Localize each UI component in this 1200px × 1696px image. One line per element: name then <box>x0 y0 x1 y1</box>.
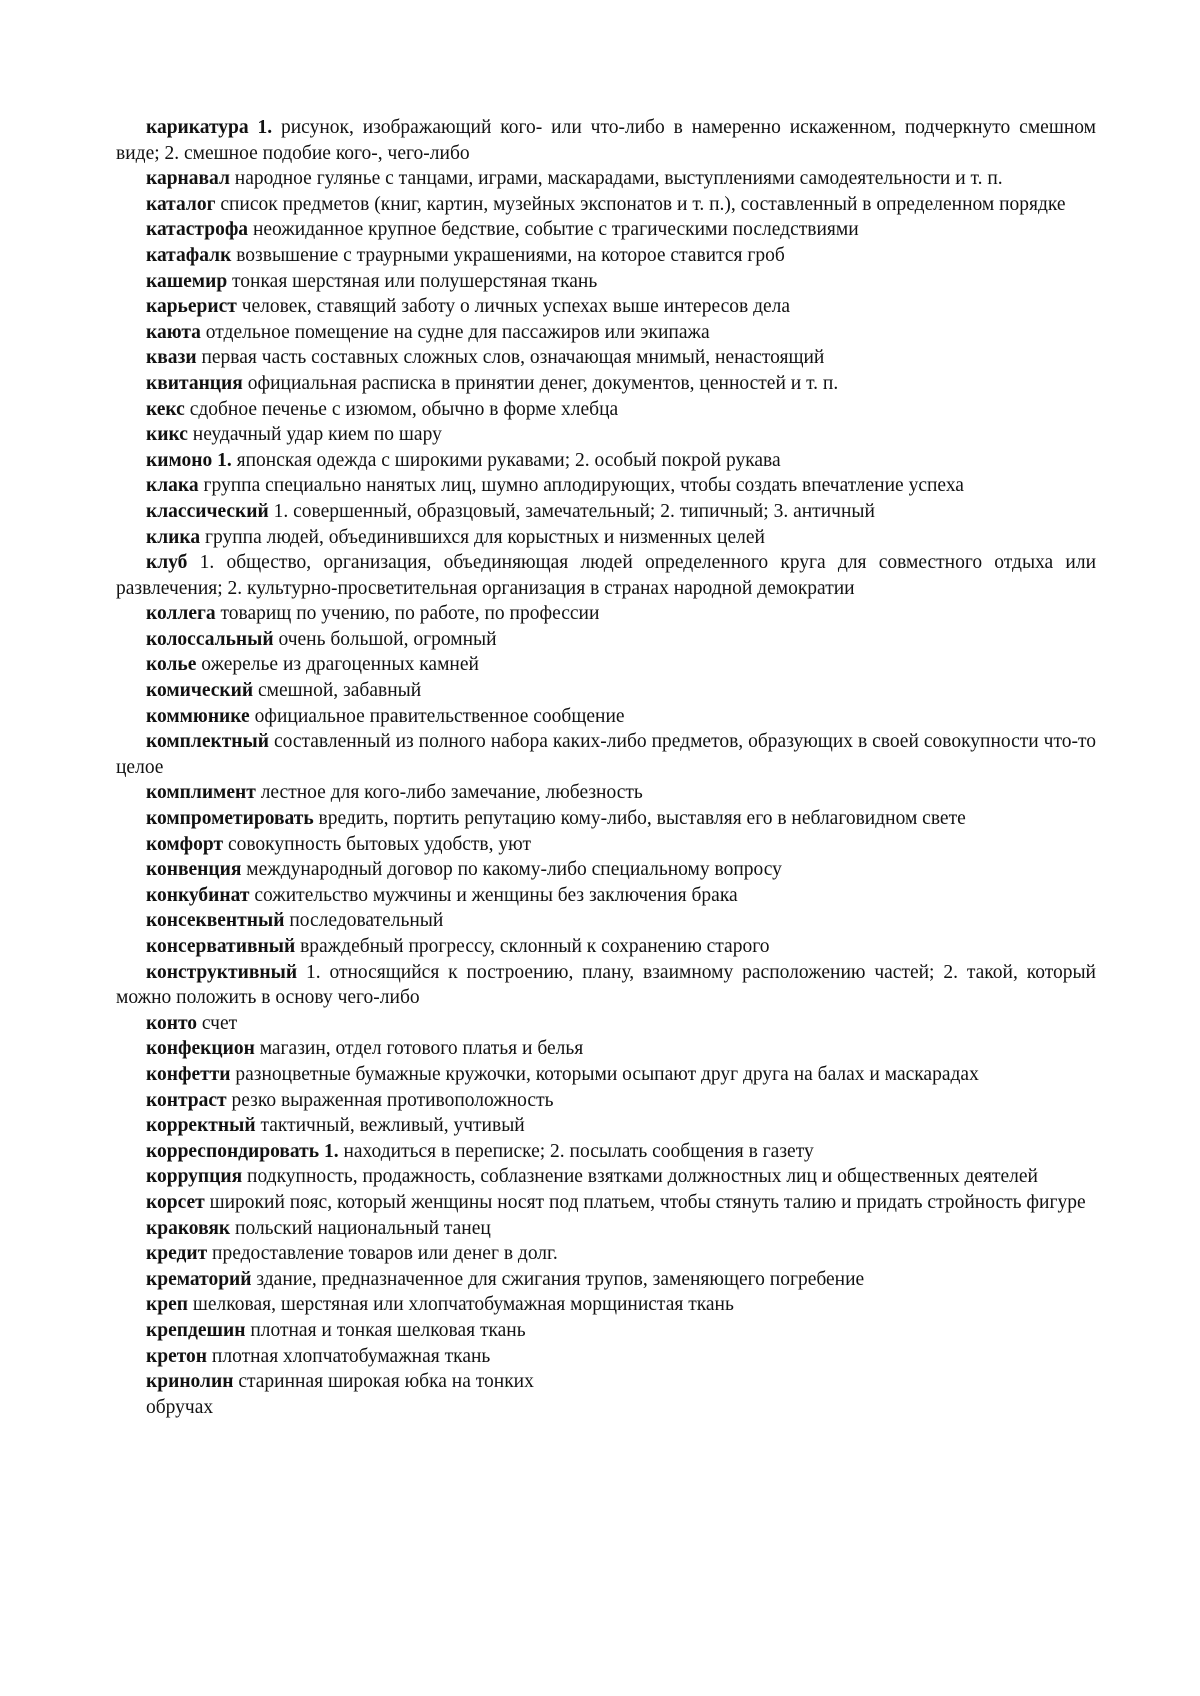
entry-definition: шелковая, шерстяная или хлопчатобумажная морщинистая ткань <box>192 1294 734 1316</box>
entry-definition: рисунок, изображающий кого- или что-либо в намеренно искаженном, подчеркнуто смешном виде; 2. смешное подобие кого-, чего-либо <box>116 117 1096 164</box>
dictionary-entry <box>116 192 1096 218</box>
entry-term: конфекцион <box>146 1038 255 1060</box>
entry-definition: составленный из полного набора каких-либо предметов, образующих в своей совокупности что-то целое <box>116 731 1097 778</box>
entry-term: карнавал <box>146 168 230 190</box>
entry-term: контраст <box>146 1089 227 1111</box>
entry-term: конкубинат <box>146 884 250 906</box>
entry-term: крепдешин <box>146 1319 246 1341</box>
entry-term: компрометировать <box>146 808 314 830</box>
dictionary-entry <box>116 780 1096 806</box>
entry-definition: польский национальный танец <box>235 1217 491 1239</box>
entry-definition: сдобное печенье с изюмом, обычно в форме хлебца <box>189 398 619 420</box>
dictionary-entry <box>116 345 1096 371</box>
dictionary-entry <box>116 550 1096 601</box>
entry-definition: международный договор по какому-либо специальному вопросу <box>246 859 782 881</box>
dictionary-entry <box>116 806 1096 832</box>
entry-definition: магазин, отдел готового платья и белья <box>259 1038 584 1060</box>
entry-term: кимоно 1. <box>146 449 232 471</box>
entry-definition: старинная широкая юбка на тонких <box>238 1371 534 1393</box>
entry-definition: неожиданное крупное бедствие, событие с трагическими последствиями <box>252 219 859 241</box>
entry-definition: тонкая шерстяная или полушерстяная ткань <box>232 270 598 292</box>
entry-term: коммюнике <box>146 705 250 727</box>
dictionary-entry <box>116 115 1096 166</box>
dictionary-entry <box>116 857 1096 883</box>
entry-definition: совокупность бытовых удобств, уют <box>227 833 531 855</box>
entry-definition: широкий пояс, который женщины носят под платьем, чтобы стянуть талию и придать стройность фигуре <box>209 1191 1086 1213</box>
dictionary-entry <box>116 473 1096 499</box>
entry-term: корсет <box>146 1191 205 1213</box>
dictionary-entry <box>116 320 1096 346</box>
entry-term: конфетти <box>146 1063 231 1085</box>
entry-definition: ожерелье из драгоценных камней <box>201 654 479 676</box>
entry-definition: вредить, портить репутацию кому-либо, выставляя его в неблаговидном свете <box>318 808 966 830</box>
entry-definition: 1. общество, организация, объединяющая людей определенного круга для совместного отдыха или развлечения; 2. культурно-просветительная организация в странах народной демократии <box>116 552 1097 599</box>
entry-term: консеквентный <box>146 910 285 932</box>
entry-definition: список предметов (книг, картин, музейных экспонатов и т. п.), составленный в определенном порядке <box>220 193 1066 215</box>
entry-definition: народное гулянье с танцами, играми, маскарадами, выступлениями самодеятельности и т. п. <box>234 168 1003 190</box>
entry-definition: группа людей, объединившихся для корыстных и низменных целей <box>204 526 765 548</box>
entry-term: комфорт <box>146 833 224 855</box>
dictionary-entry <box>116 448 1096 474</box>
entry-definition: очень большой, огромный <box>278 628 497 650</box>
entry-term: комплектный <box>146 731 269 753</box>
entry-definition: находиться в переписке; 2. посылать сообщения в газету <box>343 1140 814 1162</box>
dictionary-entry <box>116 1164 1096 1190</box>
dictionary-entry <box>116 627 1096 653</box>
entry-term: кекс <box>146 398 185 420</box>
entry-definition: товарищ по учению, по работе, по профессии <box>220 603 600 625</box>
dictionary-entry <box>116 652 1096 678</box>
entry-definition: официальная расписка в принятии денег, документов, ценностей и т. п. <box>247 372 839 394</box>
entry-term: креп <box>146 1294 188 1316</box>
dictionary-entry <box>116 1292 1096 1318</box>
entry-definition: предоставление товаров или денег в долг. <box>212 1243 558 1265</box>
dictionary-entry <box>116 1241 1096 1267</box>
entry-definition: человек, ставящий заботу о личных успехах выше интересов дела <box>241 296 791 318</box>
dictionary-entry-continuation <box>116 1395 1096 1421</box>
dictionary-entry <box>116 934 1096 960</box>
entry-definition: неудачный удар кием по шару <box>192 424 442 446</box>
dictionary-entry <box>116 1011 1096 1037</box>
entry-term: кашемир <box>146 270 228 292</box>
entry-term: каталог <box>146 193 216 215</box>
dictionary-entry <box>116 960 1096 1011</box>
entry-definition: плотная и тонкая шелковая ткань <box>250 1319 526 1341</box>
entry-term: классический <box>146 500 269 522</box>
entry-term: карикатура 1. <box>146 117 273 138</box>
dictionary-entry <box>116 243 1096 269</box>
entry-definition: счет <box>201 1012 238 1034</box>
dictionary-page <box>116 115 1096 1420</box>
entry-definition: тактичный, вежливый, учтивый <box>260 1115 525 1137</box>
entry-term: конвенция <box>146 859 242 881</box>
entry-term: комплимент <box>146 782 256 804</box>
entry-term: корреспондировать 1. <box>146 1140 339 1162</box>
dictionary-entry <box>116 1088 1096 1114</box>
entry-definition: первая часть составных сложных слов, означающая мнимый, ненастоящий <box>201 347 825 369</box>
entry-definition: разноцветные бумажные кружочки, которыми осыпают друг друга на балах и маскарадах <box>235 1063 979 1085</box>
entry-term: коррупция <box>146 1166 243 1188</box>
dictionary-entry <box>116 908 1096 934</box>
dictionary-entry <box>116 1267 1096 1293</box>
dictionary-entry <box>116 166 1096 192</box>
dictionary-entry <box>116 1318 1096 1344</box>
entry-term: конто <box>146 1012 198 1034</box>
entry-definition: обручах <box>146 1396 214 1418</box>
entry-definition: отдельное помещение на судне для пассажиров или экипажа <box>205 321 710 343</box>
entry-definition: резко выраженная противоположность <box>231 1089 554 1111</box>
entry-term: катафалк <box>146 244 232 266</box>
dictionary-entry <box>116 1190 1096 1216</box>
entry-term: коллега <box>146 603 216 625</box>
entry-definition: японская одежда с широкими рукавами; 2. особый покрой рукава <box>236 449 781 471</box>
dictionary-entry <box>116 1216 1096 1242</box>
entry-term: консервативный <box>146 936 296 957</box>
entry-term: квитанция <box>146 372 243 394</box>
dictionary-entry <box>116 729 1096 780</box>
entry-term: крематорий <box>146 1268 252 1290</box>
dictionary-entry <box>116 1036 1096 1062</box>
dictionary-entry <box>116 1139 1096 1165</box>
entry-definition: плотная хлопчатобумажная ткань <box>211 1345 491 1367</box>
dictionary-entry <box>116 1369 1096 1395</box>
entry-definition: лестное для кого-либо замечание, любезность <box>260 782 643 804</box>
entry-term: клуб <box>146 552 188 574</box>
entry-term: кринолин <box>146 1371 234 1393</box>
dictionary-entry <box>116 832 1096 858</box>
entry-definition: официальное правительственное сообщение <box>254 705 625 727</box>
entry-term: краковяк <box>146 1217 231 1239</box>
entry-definition: подкупность, продажность, соблазнение взятками должностных лиц и общественных деятелей <box>247 1166 1038 1188</box>
entry-term: колоссальный <box>146 628 274 650</box>
entry-term: клака <box>146 475 199 497</box>
dictionary-entry <box>116 397 1096 423</box>
dictionary-entry <box>116 294 1096 320</box>
entry-definition: возвышение с траурными украшениями, на которое ставится гроб <box>236 244 785 266</box>
entry-term: комический <box>146 680 254 702</box>
entry-definition: 1. относящийся к построению, плану, взаимному расположению частей; 2. такой, который можно положить в основу чего-либо <box>116 961 1096 1009</box>
entry-term: колье <box>146 654 197 676</box>
dictionary-entry <box>116 525 1096 551</box>
dictionary-entry <box>116 269 1096 295</box>
entry-term: квази <box>146 347 197 369</box>
dictionary-entry <box>116 499 1096 525</box>
dictionary-entry <box>116 601 1096 627</box>
entry-definition: последовательный <box>289 910 444 932</box>
entry-definition: 1. совершенный, образцовый, замечательный; 2. типичный; 3. античный <box>273 500 875 522</box>
entry-term: кретон <box>146 1345 208 1367</box>
entry-definition: враждебный прогрессу, склонный к сохранению старого <box>300 936 770 957</box>
dictionary-entry <box>116 883 1096 909</box>
entry-definition: сожительство мужчины и женщины без заключения брака <box>254 884 738 906</box>
entry-definition: смешной, забавный <box>258 680 422 702</box>
dictionary-entry <box>116 1344 1096 1370</box>
dictionary-entry <box>116 422 1096 448</box>
entry-term: конструктивный <box>146 961 298 983</box>
entry-term: каюта <box>146 321 201 343</box>
entry-definition: группа специально нанятых лиц, шумно аплодирующих, чтобы создать впечатление успеха <box>203 475 964 497</box>
entry-term: кредит <box>146 1243 208 1265</box>
dictionary-entry <box>116 371 1096 397</box>
dictionary-entry <box>116 1113 1096 1139</box>
dictionary-entry <box>116 217 1096 243</box>
dictionary-entry <box>116 704 1096 730</box>
entry-term: клика <box>146 526 201 548</box>
entry-definition: здание, предназначенное для сжигания трупов, заменяющего погребение <box>256 1268 865 1290</box>
entry-term: катастрофа <box>146 219 249 241</box>
dictionary-entry <box>116 678 1096 704</box>
entry-term: кикс <box>146 424 188 446</box>
entry-term: корректный <box>146 1115 256 1137</box>
entry-term: карьерист <box>146 296 237 318</box>
dictionary-entry <box>116 1062 1096 1088</box>
